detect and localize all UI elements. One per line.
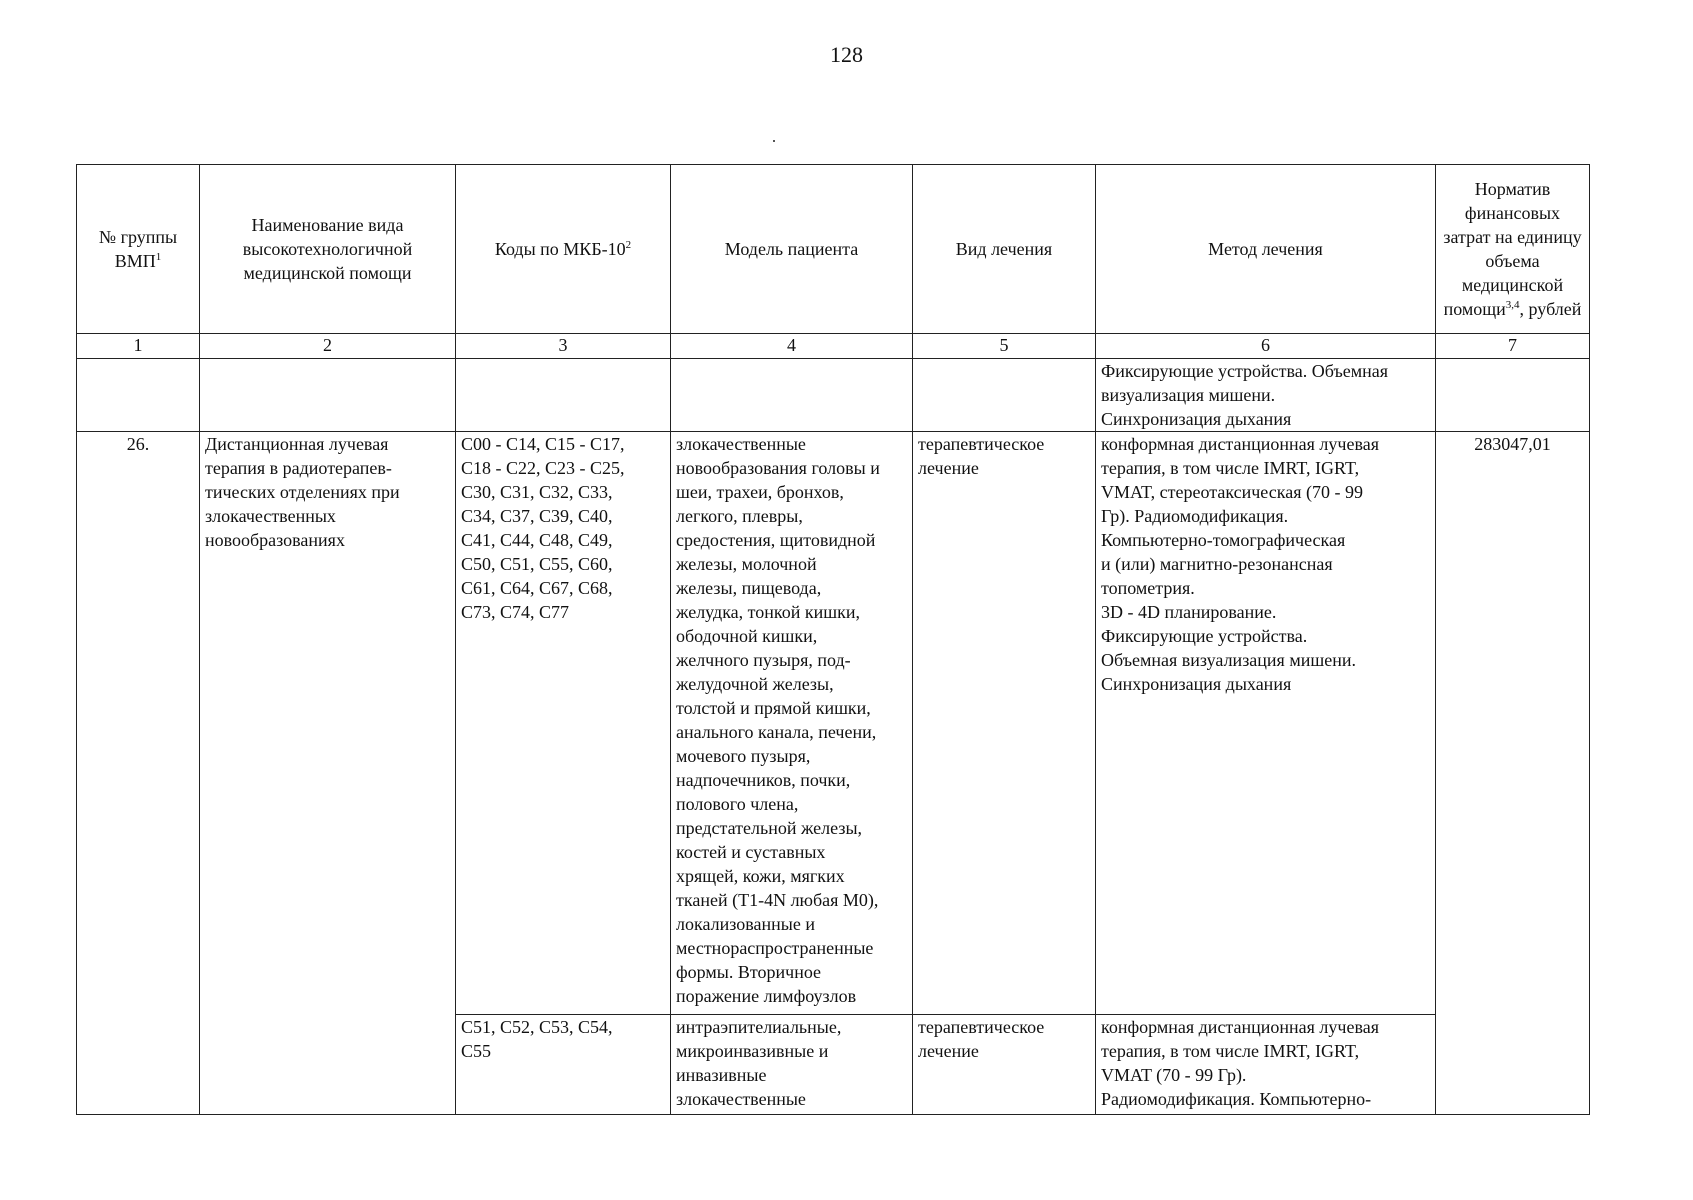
column-number: 1 [77,334,200,359]
column-number: 6 [1096,334,1436,359]
treatment-type-cell: терапевтическое лечение [913,432,1096,1015]
column-number: 2 [200,334,456,359]
table-cell [913,359,1096,432]
header-patient-model: Модель пациента [671,165,913,334]
icd-codes-cell: C51, C52, C53, C54, C55 [456,1015,671,1115]
header-row [77,165,1590,334]
table-cell [456,359,671,432]
scan-dot [773,140,775,142]
header-treatment-type: Вид лечения [913,165,1096,334]
column-number: 5 [913,334,1096,359]
table-cell [1436,359,1590,432]
method-cell: конформная дистанционная лучевая терапия, в том числе IMRT, IGRT, VMAT, стереотаксическая (70 - 99 Гр). Радиомодификация. Компьютерно-томографическая и (или) магнитно-резонансная топометрия. 3D - 4D планирование. Фиксирующие устройства. Объемная визуализация мишени. Синхронизация дыхания [1096,432,1436,1015]
column-number: 7 [1436,334,1590,359]
care-type-name-cell: Дистанционная лучевая терапия в радиотерапев- тических отделениях при злокачественных новообразованиях [200,432,456,1115]
column-number: 3 [456,334,671,359]
column-number: 4 [671,334,913,359]
vmp-table [76,164,1590,1115]
icd-codes-cell: C00 - C14, C15 - C17, C18 - C22, C23 - C25, C30, C31, C32, C33, C34, C37, C39, C40, C41, C44, C48, C49, C50, C51, C55, C60, C61, C64, C67, C68, C73, C74, C77 [456,432,671,1015]
header-cost-norm: Норматив финансовых затрат на единицу объема медицинской помощи$^{3,4}$, рублей [1436,165,1590,334]
method-cell: конформная дистанционная лучевая терапия, в том числе IMRT, IGRT, VMAT (70 - 99 Гр). Радиомодификация. Компьютерно- [1096,1015,1436,1115]
table-cell [200,359,456,432]
group-number-cell: 26. [77,432,200,1115]
header-group-number: № группы ВМП$^1$ [77,165,200,334]
header-icd-codes: Коды по МКБ-$10^2$ [456,165,671,334]
method-cell: Фиксирующие устройства. Объемная визуализация мишени. Синхронизация дыхания [1096,359,1436,432]
continuation-row [77,359,1590,432]
page-number: 128 [830,42,863,67]
column-number-row [77,334,1590,359]
cost-norm-cell: 283047,01 [1436,432,1590,1115]
patient-model-cell: интраэпителиальные, микроинвазивные и инвазивные злокачественные [671,1015,913,1115]
header-treatment-method: Метод лечения [1096,165,1436,334]
table-cell [671,359,913,432]
patient-model-cell: злокачественные новообразования головы и шеи, трахеи, бронхов, легкого, плевры, средостения, щитовидной железы, молочной железы, пищевода, желудка, тонкой кишки, ободочной кишки, желчного пузыря, под- желудочной железы, толстой и прямой кишки, анального канала, печени, мочевого пузыря, надпочечников, почки, полового члена, предстательной железы, костей и суставных хрящей, кожи, мягких тканей (T1-4N любая M0), локализованные и местнораспространенные формы. Вторичное поражение лимфоузлов [671,432,913,1015]
table-cell [77,359,200,432]
table-row [77,432,1590,1015]
header-care-type-name: Наименование вида высокотехнологичной медицинской помощи [200,165,456,334]
treatment-type-cell: терапевтическое лечение [913,1015,1096,1115]
